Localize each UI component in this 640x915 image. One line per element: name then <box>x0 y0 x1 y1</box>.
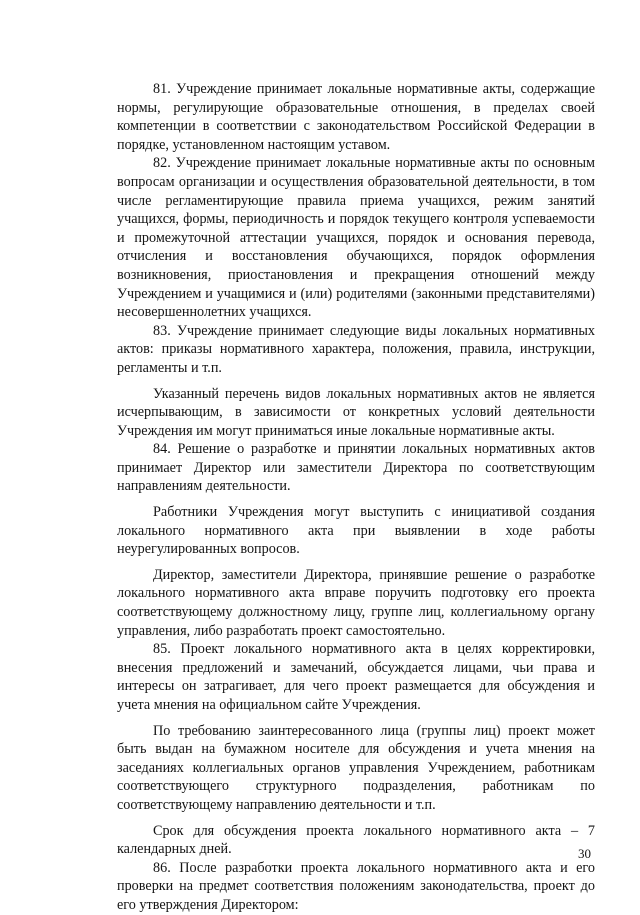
page-number: 30 <box>578 846 591 861</box>
paragraph-85-term: Срок для обсуждения проекта локального нормативного акта – 7 календарных дней. <box>117 822 595 858</box>
page-body <box>117 80 595 915</box>
paragraph-85: 85. Проект локального нормативного акта в целях корректировки, внесения предложений и замечаний, обсуждается лицами, чьи права и интересы он затрагивает, для чего проект размещается для обсуждения и учета мнения на официальном сайте Учреждения. <box>117 641 595 713</box>
paragraph-86: 86. После разработки проекта локального нормативного акта и его проверки на предмет соответствия положениям законодательства, проект до его утверждения Директором: <box>117 859 595 913</box>
paragraph-84-employees: Работники Учреждения могут выступить с инициативой создания локального нормативного акта при выявлении в ходе работы неурегулированных вопросов. <box>117 504 595 558</box>
paragraph-84: 84. Решение о разработке и принятии локальных нормативных актов принимает Директор или заместители Директора по соответствующим направлениям деятельности. <box>117 441 595 495</box>
paragraph-84-director: Директор, заместители Директора, принявшие решение о разработке локального нормативного акта вправе поручить подготовку его проекта соответствующему должностному лицу, группе лиц, коллегиальному органу управления, либо разработать проект самостоятельно. <box>117 566 595 639</box>
paragraph-81: 81. Учреждение принимает локальные нормативные акты, содержащие нормы, регулирующие образовательные отношения, в пределах своей компетенции в соответствии с законодательством Российской Федерации в порядке, установленном настоящим уставом. <box>117 81 595 153</box>
paragraph-82: 82. Учреждение принимает локальные нормативные акты по основным вопросам организации и осуществления образовательной деятельности, в том числе регламентирующие правила приема учащихся, режим занятий учащихся, формы, периодичность и порядок текущего контроля успеваемости и промежуточной аттестации учащихся, порядок и основания перевода, отчисления и восстановления обучающихся, порядок оформления возникновения, приостановления и прекращения отношений между Учреждением и учащимися и (или) родителями (законными представителями) несовершеннолетних учащихся. <box>117 155 595 321</box>
paragraph-83-note: Указанный перечень видов локальных нормативных актов не является исчерпывающим, в зависимости от конкретных условий деятельности Учреждения им могут приниматься иные локальные нормативные акты. <box>117 385 595 439</box>
paragraph-83: 83. Учреждение принимает следующие виды локальных нормативных актов: приказы нормативного характера, положения, правила, инструкции, регламенты и т.п. <box>117 322 595 376</box>
paragraph-85-request: По требованию заинтересованного лица (группы лиц) проект может быть выдан на бумажном носителе для обсуждения и учета мнения на заседаниях коллегиальных органов управления Учреждением, работникам соответствующего структурного подразделения, работникам по соответствующему направлению деятельности и т.п. <box>117 722 595 813</box>
